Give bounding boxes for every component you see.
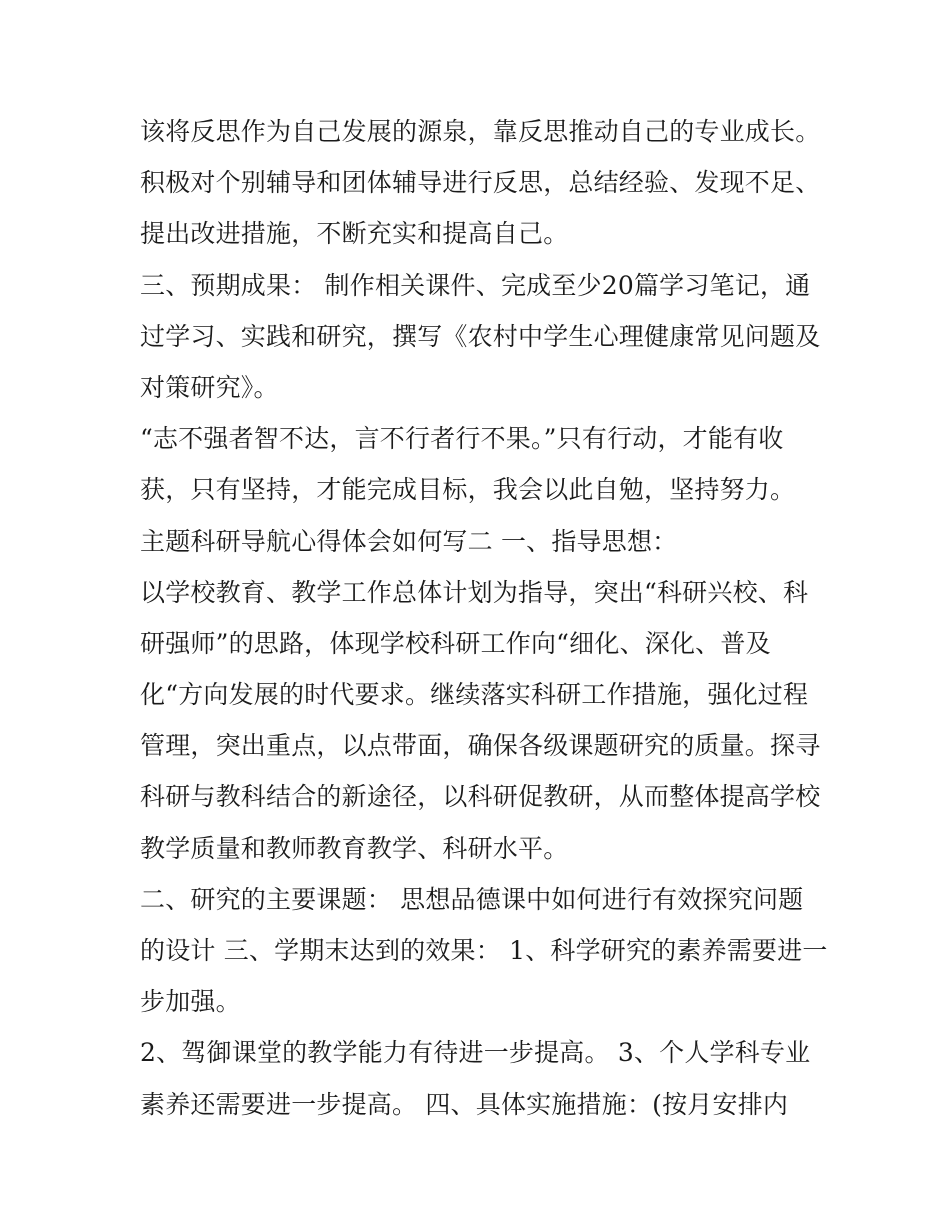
text-line: 步加强。	[140, 987, 241, 1017]
text-line: “志不强者智不达，言不行者行不果。”只有行动，才能有收	[140, 424, 784, 454]
text-line: 该将反思作为自己发展的源泉，靠反思推动自己的专业成长。	[140, 117, 821, 146]
text-line: 2、驾御课堂的教学能力有待进一步提高。 3、个人学科专业	[140, 1038, 811, 1068]
text-line: 过学习、实践和研究，撰写《农村中学生心理健康常见问题及	[140, 321, 821, 351]
text-line: 获，只有坚持，才能完成目标，我会以此自勉，坚持努力。	[140, 475, 796, 505]
text-line: 素养还需要进一步提高。 四、具体实施措施：(按月安排内	[140, 1089, 789, 1119]
text-line: 三、预期成果： 制作相关课件、完成至少20篇学习笔记，通	[140, 270, 811, 300]
text-line: 积极对个别辅导和团体辅导进行反思，总结经验、发现不足、	[140, 168, 821, 198]
text-line: 二、研究的主要课题： 思想品德课中如何进行有效探究问题	[140, 884, 804, 914]
text-line: 科研与教科结合的新途径，以科研促教研，从而整体提高学校	[140, 782, 821, 812]
text-line: 主题科研导航心得体会如何写二 一、指导思想：	[140, 526, 678, 556]
text-line: 以学校教育、教学工作总体计划为指导，突出“科研兴校、科	[140, 577, 809, 607]
text-line: 对策研究》。	[140, 372, 279, 402]
text-line: 教学质量和教师教育教学、科研水平。	[140, 833, 569, 863]
text-line: 管理，突出重点，以点带面，确保各级课题研究的质量。探寻	[140, 731, 821, 761]
text-line: 提出改进措施，不断充实和提高自己。	[140, 219, 569, 249]
document-body	[140, 106, 830, 1130]
text-line: 的设计 三、学期末达到的效果： 1、科学研究的素养需要进一	[140, 936, 828, 965]
text-line: 研强师”的思路，体现学校科研工作向“细化、深化、普及	[140, 628, 771, 658]
text-line: 化“方向发展的时代要求。继续落实科研工作措施，强化过程	[140, 680, 809, 710]
